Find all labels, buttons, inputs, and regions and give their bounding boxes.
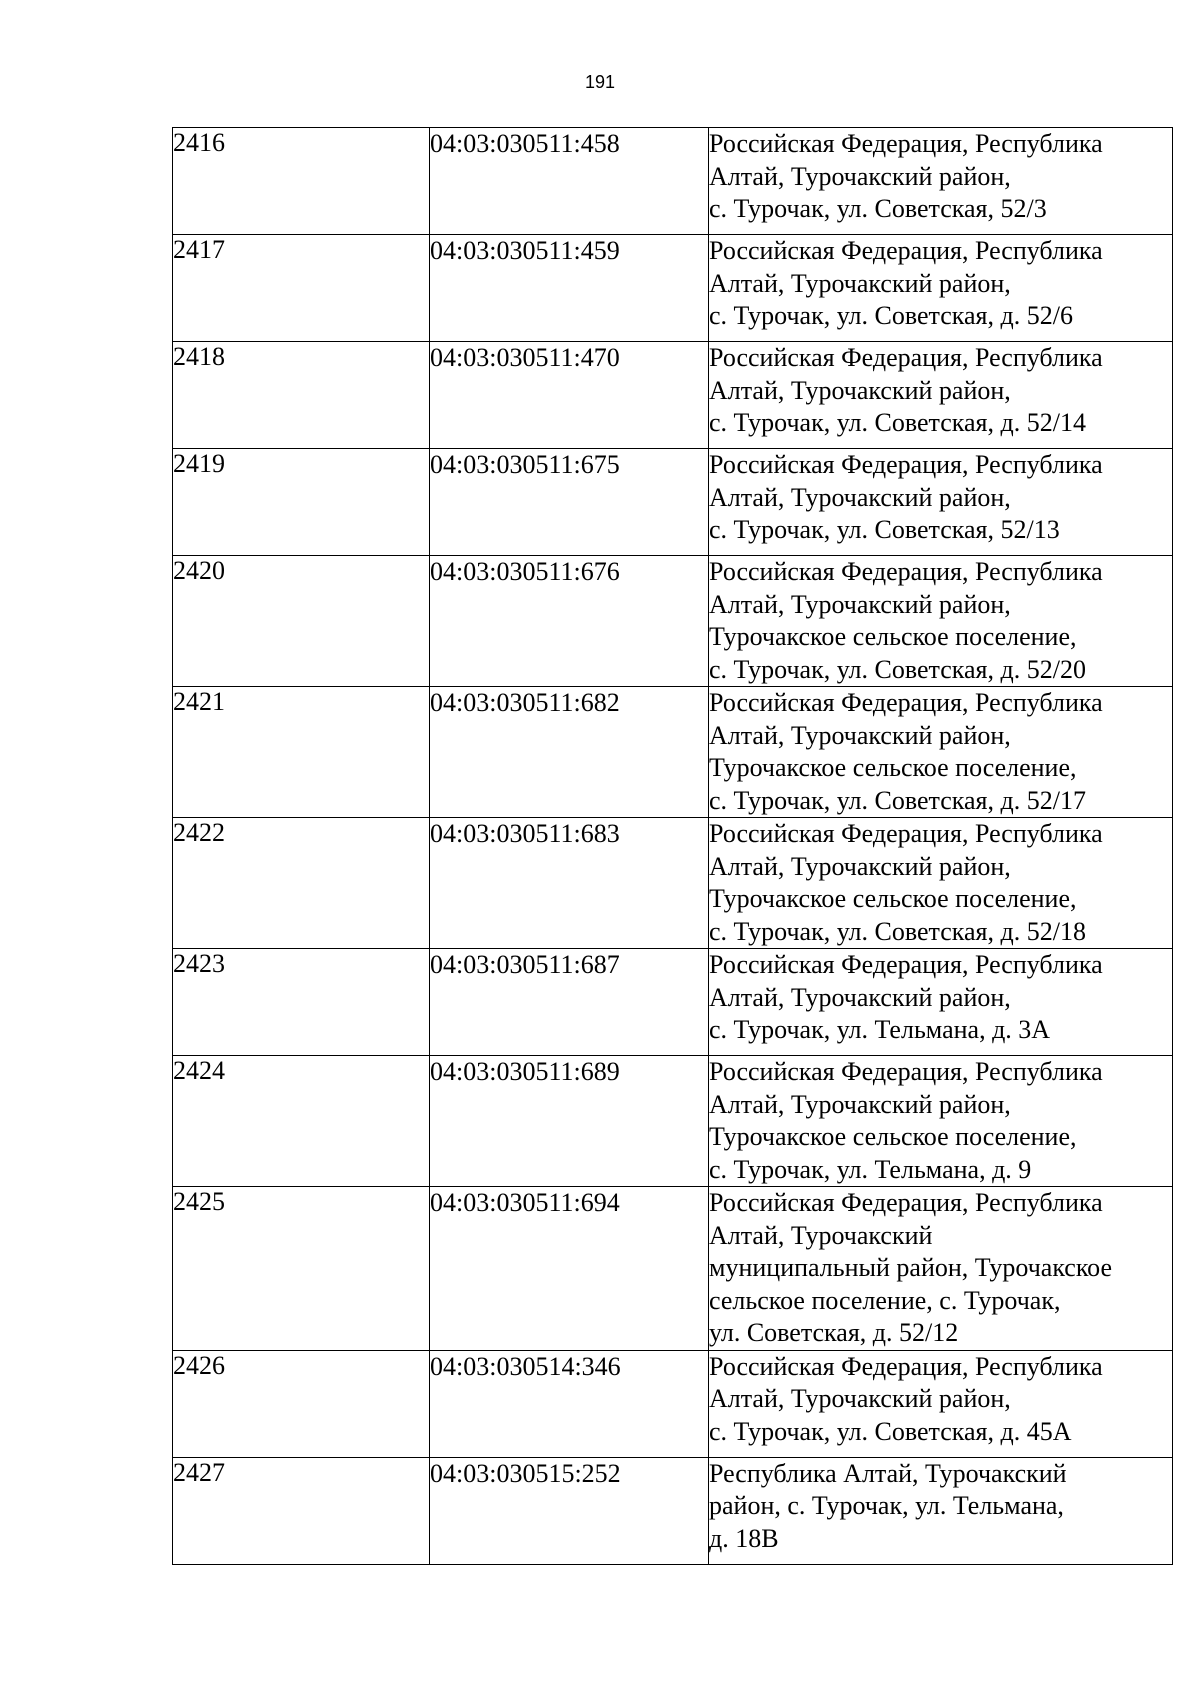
row-number-cell: 2425 <box>173 1187 430 1351</box>
table-row <box>173 449 1173 556</box>
address-line: с. Турочак, ул. Тельмана, д. 9 <box>709 1154 1032 1184</box>
address-line: муниципальный район, Турочакское <box>709 1253 1113 1282</box>
register-table <box>172 127 1173 1565</box>
address-line: Турочакское сельское поселение, <box>709 884 1077 913</box>
cadastral-number-cell: 04:03:030511:683 <box>430 818 709 949</box>
cadastral-number-cell: 04:03:030511:682 <box>430 687 709 818</box>
address-line: Российская Федерация, Республика <box>709 1057 1103 1086</box>
row-number-cell: 2427 <box>173 1457 430 1564</box>
address-line: Российская Федерация, Республика <box>709 950 1103 979</box>
address-line: Российская Федерация, Республика <box>709 688 1103 717</box>
row-number-cell: 2421 <box>173 687 430 818</box>
address-line: Алтай, Турочакский район, <box>709 268 1011 298</box>
address-cell <box>709 1187 1173 1351</box>
address-line: Турочакское сельское поселение, <box>709 622 1077 651</box>
table-row <box>173 818 1173 949</box>
address-line: Российская Федерация, Республика <box>709 819 1103 848</box>
row-number-cell: 2417 <box>173 235 430 342</box>
cadastral-number-cell: 04:03:030514:346 <box>430 1350 709 1457</box>
address-line: Российская Федерация, Республика <box>709 450 1103 479</box>
table-row <box>173 1350 1173 1457</box>
address-line: Алтай, Турочакский район, <box>709 720 1011 750</box>
address-line: д. 18В <box>709 1523 779 1553</box>
table-row <box>173 1056 1173 1187</box>
address-cell <box>709 1457 1173 1564</box>
cadastral-number-cell: 04:03:030511:458 <box>430 128 709 235</box>
register-table-body <box>173 128 1173 1565</box>
address-cell <box>709 449 1173 556</box>
row-number-cell: 2418 <box>173 342 430 449</box>
address-cell <box>709 818 1173 949</box>
table-row <box>173 1187 1173 1351</box>
address-cell <box>709 1056 1173 1187</box>
address-line: Российская Федерация, Республика <box>709 1351 1103 1381</box>
row-number-cell: 2416 <box>173 128 430 235</box>
address-cell <box>709 235 1173 342</box>
table-row <box>173 949 1173 1056</box>
address-line: ул. Советская, д. 52/12 <box>709 1318 959 1347</box>
address-line: Алтай, Турочакский <box>709 1220 933 1250</box>
address-cell <box>709 949 1173 1056</box>
address-line: Российская Федерация, Республика <box>709 343 1103 372</box>
address-line: с. Турочак, ул. Советская, д. 52/18 <box>709 916 1086 946</box>
table-row <box>173 687 1173 818</box>
address-cell <box>709 687 1173 818</box>
address-line: с. Турочак, ул. Советская, 52/13 <box>709 515 1060 544</box>
address-line: Алтай, Турочакский район, <box>709 161 1011 191</box>
address-line: Алтай, Турочакский район, <box>709 1384 1011 1413</box>
table-row <box>173 235 1173 342</box>
address-line: сельское поселение, с. Турочак, <box>709 1285 1061 1315</box>
address-line: с. Турочак, ул. Советская, д. 52/6 <box>709 301 1073 330</box>
cadastral-number-cell: 04:03:030511:470 <box>430 342 709 449</box>
address-line: Российская Федерация, Республика <box>709 236 1103 265</box>
cadastral-number-cell: 04:03:030511:687 <box>430 949 709 1056</box>
address-line: Алтай, Турочакский район, <box>709 589 1011 619</box>
cadastral-number-cell: 04:03:030511:694 <box>430 1187 709 1351</box>
address-line: Алтай, Турочакский район, <box>709 375 1011 405</box>
cadastral-number-cell: 04:03:030511:689 <box>430 1056 709 1187</box>
cadastral-number-cell: 04:03:030511:676 <box>430 556 709 687</box>
table-row <box>173 1457 1173 1564</box>
address-line: Алтай, Турочакский район, <box>709 482 1011 512</box>
row-number-cell: 2419 <box>173 449 430 556</box>
address-line: Алтай, Турочакский район, <box>709 851 1011 881</box>
cadastral-number-cell: 04:03:030511:459 <box>430 235 709 342</box>
table-row <box>173 128 1173 235</box>
address-cell <box>709 128 1173 235</box>
address-line: с. Турочак, ул. Советская, 52/3 <box>709 194 1047 223</box>
table-row <box>173 556 1173 687</box>
address-line: с. Турочак, ул. Советская, д. 45А <box>709 1416 1072 1446</box>
address-cell <box>709 556 1173 687</box>
address-line: с. Турочак, ул. Советская, д. 52/17 <box>709 785 1086 815</box>
address-cell <box>709 342 1173 449</box>
address-line: с. Турочак, ул. Советская, д. 52/20 <box>709 654 1086 684</box>
address-line: Алтай, Турочакский район, <box>709 982 1011 1012</box>
page-number: 191 <box>584 72 616 92</box>
cadastral-number-cell: 04:03:030511:675 <box>430 449 709 556</box>
address-cell <box>709 1350 1173 1457</box>
row-number-cell: 2424 <box>173 1056 430 1187</box>
row-number-cell: 2423 <box>173 949 430 1056</box>
row-number-cell: 2426 <box>173 1350 430 1457</box>
address-line: с. Турочак, ул. Советская, д. 52/14 <box>709 408 1086 437</box>
address-line: район, с. Турочак, ул. Тельмана, <box>709 1491 1064 1520</box>
cadastral-number-cell: 04:03:030515:252 <box>430 1457 709 1564</box>
address-line: Российская Федерация, Республика <box>709 1188 1103 1217</box>
address-line: Российская Федерация, Республика <box>709 557 1103 586</box>
address-line: Турочакское сельское поселение, <box>709 753 1077 782</box>
address-line: Республика Алтай, Турочакский <box>709 1458 1067 1488</box>
address-line: Турочакское сельское поселение, <box>709 1122 1077 1151</box>
table-row <box>173 342 1173 449</box>
row-number-cell: 2422 <box>173 818 430 949</box>
address-line: Российская Федерация, Республика <box>709 129 1103 158</box>
address-line: Алтай, Турочакский район, <box>709 1089 1011 1119</box>
row-number-cell: 2420 <box>173 556 430 687</box>
address-line: с. Турочак, ул. Тельмана, д. 3А <box>709 1015 1051 1044</box>
